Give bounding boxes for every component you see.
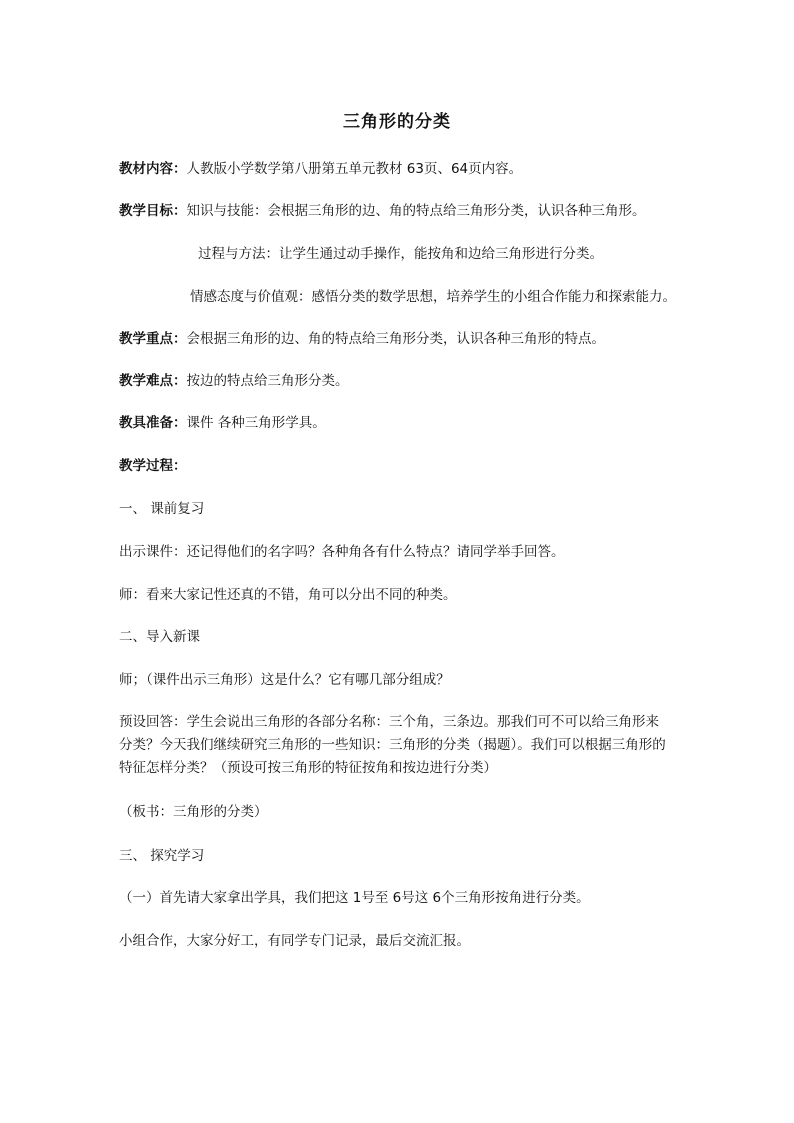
paragraph-1: 出示课件：还记得他们的名字吗？各种角各有什么特点？请同学举手回答。 <box>119 544 565 560</box>
focus-text: 会根据三角形的边、角的特点给三角形分类，认识各种三角形的特点。 <box>186 331 605 347</box>
paragraph-2: 师：看来大家记性还真的不错，角可以分出不同的种类。 <box>119 587 457 603</box>
difficulty-label: 教学难点： <box>119 373 187 389</box>
content-text: 人教版小学数学第八册第五单元教材 63页、64页内容。 <box>186 161 523 177</box>
section-3-heading: 三、 探究学习 <box>119 848 205 864</box>
difficulty-line <box>119 370 679 393</box>
section-2-heading: 二、导入新课 <box>119 629 200 645</box>
difficulty-text: 按边的特点给三角形分类。 <box>186 373 349 389</box>
process-label: 教学过程： <box>119 458 187 474</box>
focus-line <box>119 328 679 351</box>
goal-emotion-line: 情感态度与价值观：感悟分类的数学思想，培养学生的小组合作能力和探索能力。 <box>190 289 676 305</box>
paragraph-3: 师；（课件出示三角形）这是什么？它有哪几部分组成？ <box>119 672 450 688</box>
goal-process-line: 过程与方法：让学生通过动手操作，能按角和边给三角形进行分类。 <box>198 246 603 262</box>
tools-line <box>119 412 679 435</box>
content-label: 教材内容： <box>119 161 187 177</box>
tools-text: 课件 各种三角形学具。 <box>186 415 326 431</box>
paragraph-7: 小组合作，大家分好工，有同学专门记录，最后交流汇报。 <box>119 933 470 949</box>
page-title: 三角形的分类 <box>343 112 451 132</box>
process-heading <box>119 455 679 478</box>
paragraph-5: （板书：三角形的分类） <box>119 804 268 820</box>
goal-text: 知识与技能：会根据三角形的边、角的特点给三角形分类，认识各种三角形。 <box>186 203 646 219</box>
goal-label: 教学目标： <box>119 203 187 219</box>
content-line <box>119 158 679 181</box>
focus-label: 教学重点： <box>119 331 187 347</box>
section-1-heading: 一、 课前复习 <box>119 501 205 517</box>
paragraph-6: （一）首先请大家拿出学具，我们把这 1号至 6号这 6个三角形按角进行分类。 <box>119 890 590 906</box>
goal-line <box>119 200 679 223</box>
tools-label: 教具准备： <box>119 415 187 431</box>
paragraph-4: 预设回答：学生会说出三角形的各部分名称：三个角，三条边。那我们可不可以给三角形来分类？今天我们继续研究三角形的一些知识：三角形的分类（揭题）。我们可以根据三角形的特征怎样分类？（预设可按三角形的特征按角和按边进行分类） <box>119 714 666 776</box>
